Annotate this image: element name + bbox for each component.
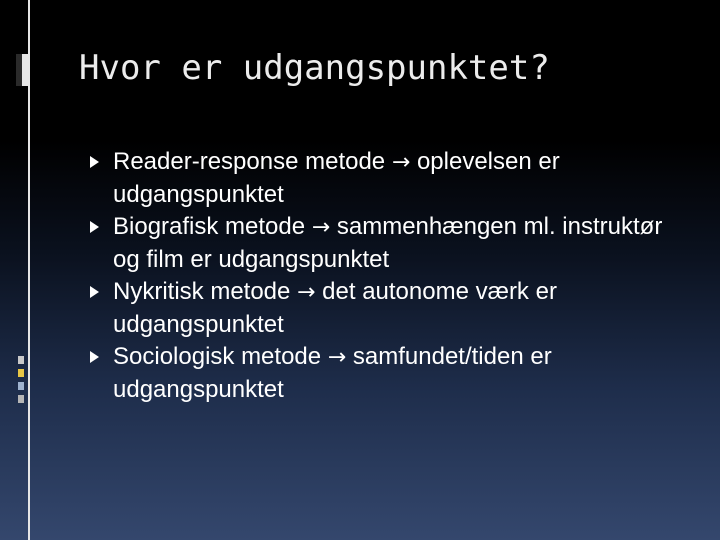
- triangle-bullet-icon: [90, 221, 99, 233]
- accent-square-blue: [18, 382, 24, 390]
- accent-square-yellow: [18, 369, 24, 377]
- bullet-text: oplevelsen er udgangspunktet: [113, 148, 560, 208]
- bullet-text: det autonome værk er udgangspunktet: [113, 278, 557, 338]
- accent-square-grey: [18, 356, 24, 364]
- bullet-method: Sociologisk metode: [113, 343, 322, 370]
- bullet-method: Reader-response metode: [113, 148, 386, 175]
- triangle-bullet-icon: [90, 286, 99, 298]
- bullet-item-reader-response: [90, 146, 690, 211]
- left-vertical-rule: [28, 0, 30, 540]
- bullet-method: Nykritisk metode: [113, 278, 291, 305]
- triangle-bullet-icon: [90, 351, 99, 363]
- triangle-bullet-icon: [90, 156, 99, 168]
- slide-title: Hvor er udgangspunktet?: [79, 48, 550, 88]
- right-arrow-icon: →: [297, 280, 316, 305]
- right-arrow-icon: →: [391, 150, 411, 175]
- bullet-item-sociologisk: [90, 341, 690, 406]
- bullet-item-nykritisk: [90, 276, 690, 341]
- bullet-item-biografisk: [90, 211, 690, 276]
- bullet-text: samfundet/tiden er udgangspunktet: [113, 343, 552, 403]
- right-arrow-icon: →: [327, 345, 347, 370]
- right-arrow-icon: →: [311, 215, 331, 240]
- bullet-list: [90, 146, 690, 406]
- accent-square-grey-2: [18, 395, 24, 403]
- bullet-text: sammenhængen ml. instruktør og film er udgangspunktet: [113, 213, 663, 273]
- bullet-method: Biografisk metode: [113, 213, 306, 240]
- title-marker-shadow: [16, 54, 22, 86]
